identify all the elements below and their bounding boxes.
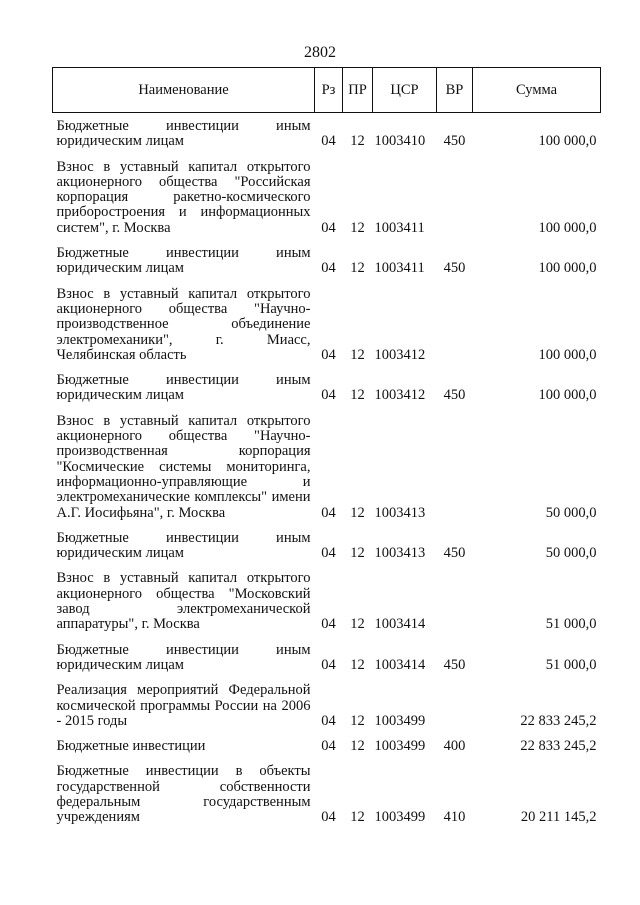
row-csr-cell: 1003413 (374, 504, 426, 521)
row-name-cell: Бюджетные инвестиции иным юридическим лицам (56, 372, 311, 404)
row-pr-cell: 12 (350, 738, 365, 755)
row-name-cell: Бюджетные инвестиции иным юридическим лицам (56, 118, 311, 150)
row-name-cell: Бюджетные инвестиции иным юридическим лицам (56, 641, 311, 673)
row-vr-cell: 410 (443, 809, 466, 826)
row-csr-cell: 1003411 (374, 219, 425, 236)
row-name-cell: Бюджетные инвестиции иным юридическим лицам (56, 245, 311, 277)
row-pr-cell: 12 (350, 346, 365, 363)
page-number: 2802 (304, 44, 336, 61)
row-rz-cell: 04 (321, 616, 336, 633)
row-pr-cell: 12 (350, 504, 365, 521)
table-row (53, 408, 601, 525)
row-sum-cell: 100 000,0 (538, 133, 597, 150)
row-name-cell: Бюджетные инвестиции (56, 738, 206, 755)
row-rz-cell: 04 (321, 260, 336, 277)
row-name-cell: Реализация мероприятий Федеральной космической программы России на 2006 - 2015 годы (56, 682, 311, 729)
row-csr-cell: 1003411 (374, 260, 425, 277)
table-row (53, 154, 601, 240)
row-name-cell: Взнос в уставный капитал открытого акционерного общества "Российская корпорация ракетно-космического приборостроения и информационных систем", г. Москва (56, 158, 311, 236)
row-rz-cell: 04 (321, 346, 336, 363)
row-sum-cell: 50 000,0 (545, 504, 597, 521)
row-rz-cell: 04 (321, 133, 336, 150)
row-pr-cell: 12 (350, 219, 365, 236)
row-csr-cell: 1003410 (374, 133, 426, 150)
table-row (53, 733, 601, 758)
row-pr-cell: 12 (350, 387, 365, 404)
table-header-row (53, 68, 601, 113)
row-rz-cell: 04 (321, 219, 336, 236)
row-pr-cell: 12 (350, 712, 365, 729)
row-rz-cell: 04 (321, 504, 336, 521)
row-vr-cell (437, 565, 473, 636)
row-sum-cell: 22 833 245,2 (520, 712, 597, 729)
row-sum-cell: 22 833 245,2 (520, 738, 597, 755)
row-pr-cell: 12 (350, 809, 365, 826)
row-csr-cell: 1003499 (374, 809, 426, 826)
row-rz-cell: 04 (321, 545, 336, 562)
header-vr: ВР (437, 68, 473, 113)
table-row (53, 677, 601, 733)
row-csr-cell: 1003413 (374, 545, 426, 562)
row-sum-cell: 50 000,0 (545, 545, 597, 562)
row-csr-cell: 1003499 (374, 738, 426, 755)
row-vr-cell (437, 281, 473, 367)
row-pr-cell: 12 (350, 545, 365, 562)
row-vr-cell: 450 (443, 656, 466, 673)
table-row (53, 565, 601, 636)
row-sum-cell: 100 000,0 (538, 260, 597, 277)
row-sum-cell: 51 000,0 (545, 656, 597, 673)
row-vr-cell: 450 (443, 133, 466, 150)
row-csr-cell: 1003414 (374, 656, 426, 673)
row-vr-cell: 450 (443, 260, 466, 277)
row-sum-cell: 100 000,0 (538, 387, 597, 404)
row-sum-cell: 100 000,0 (538, 346, 597, 363)
row-name-cell: Бюджетные инвестиции в объекты государственной собственности федеральным государственным учреждениям (56, 763, 311, 826)
row-rz-cell: 04 (321, 712, 336, 729)
table-row (53, 240, 601, 281)
row-name-cell: Взнос в уставный капитал открытого акционерного общества "Московский завод электромеханической аппаратуры", г. Москва (56, 570, 311, 633)
table-row (53, 367, 601, 408)
header-rz: Рз (315, 68, 343, 113)
row-vr-cell (437, 408, 473, 525)
table-row (53, 637, 601, 678)
row-pr-cell: 12 (350, 656, 365, 673)
table-row (53, 281, 601, 367)
header-pr: ПР (343, 68, 373, 113)
header-sum: Сумма (473, 68, 601, 113)
row-name-cell: Взнос в уставный капитал открытого акционерного общества "Научно-производственная корпорация "Космические системы мониторинга, информационно-управляющие и электромеханические комплексы" имени А.Г. Иосифьяна", г. Москва (56, 412, 311, 521)
row-vr-cell: 450 (443, 387, 466, 404)
row-pr-cell: 12 (350, 133, 365, 150)
table-row (53, 113, 601, 154)
header-csr: ЦСР (373, 68, 437, 113)
row-csr-cell: 1003412 (374, 346, 426, 363)
row-name-cell: Взнос в уставный капитал открытого акционерного общества "Научно-производственное объединение электромеханики", г. Миасс, Челябинская область (56, 285, 311, 363)
row-vr-cell: 450 (443, 545, 466, 562)
row-csr-cell: 1003412 (374, 387, 426, 404)
row-rz-cell: 04 (321, 656, 336, 673)
row-rz-cell: 04 (321, 738, 336, 755)
row-csr-cell: 1003499 (374, 712, 426, 729)
row-rz-cell: 04 (321, 387, 336, 404)
row-vr-cell (437, 154, 473, 240)
row-pr-cell: 12 (350, 616, 365, 633)
row-name-cell: Бюджетные инвестиции иным юридическим лицам (56, 529, 311, 562)
row-sum-cell: 51 000,0 (545, 616, 597, 633)
row-sum-cell: 100 000,0 (538, 219, 597, 236)
row-vr-cell (437, 677, 473, 733)
header-name: Наименование (53, 68, 315, 113)
table-row (53, 525, 601, 566)
row-rz-cell: 04 (321, 809, 336, 826)
row-vr-cell: 400 (443, 738, 466, 755)
row-csr-cell: 1003414 (374, 616, 426, 633)
table-row (53, 758, 601, 829)
budget-table (52, 67, 601, 830)
row-pr-cell: 12 (350, 260, 365, 277)
row-sum-cell: 20 211 145,2 (520, 809, 597, 826)
